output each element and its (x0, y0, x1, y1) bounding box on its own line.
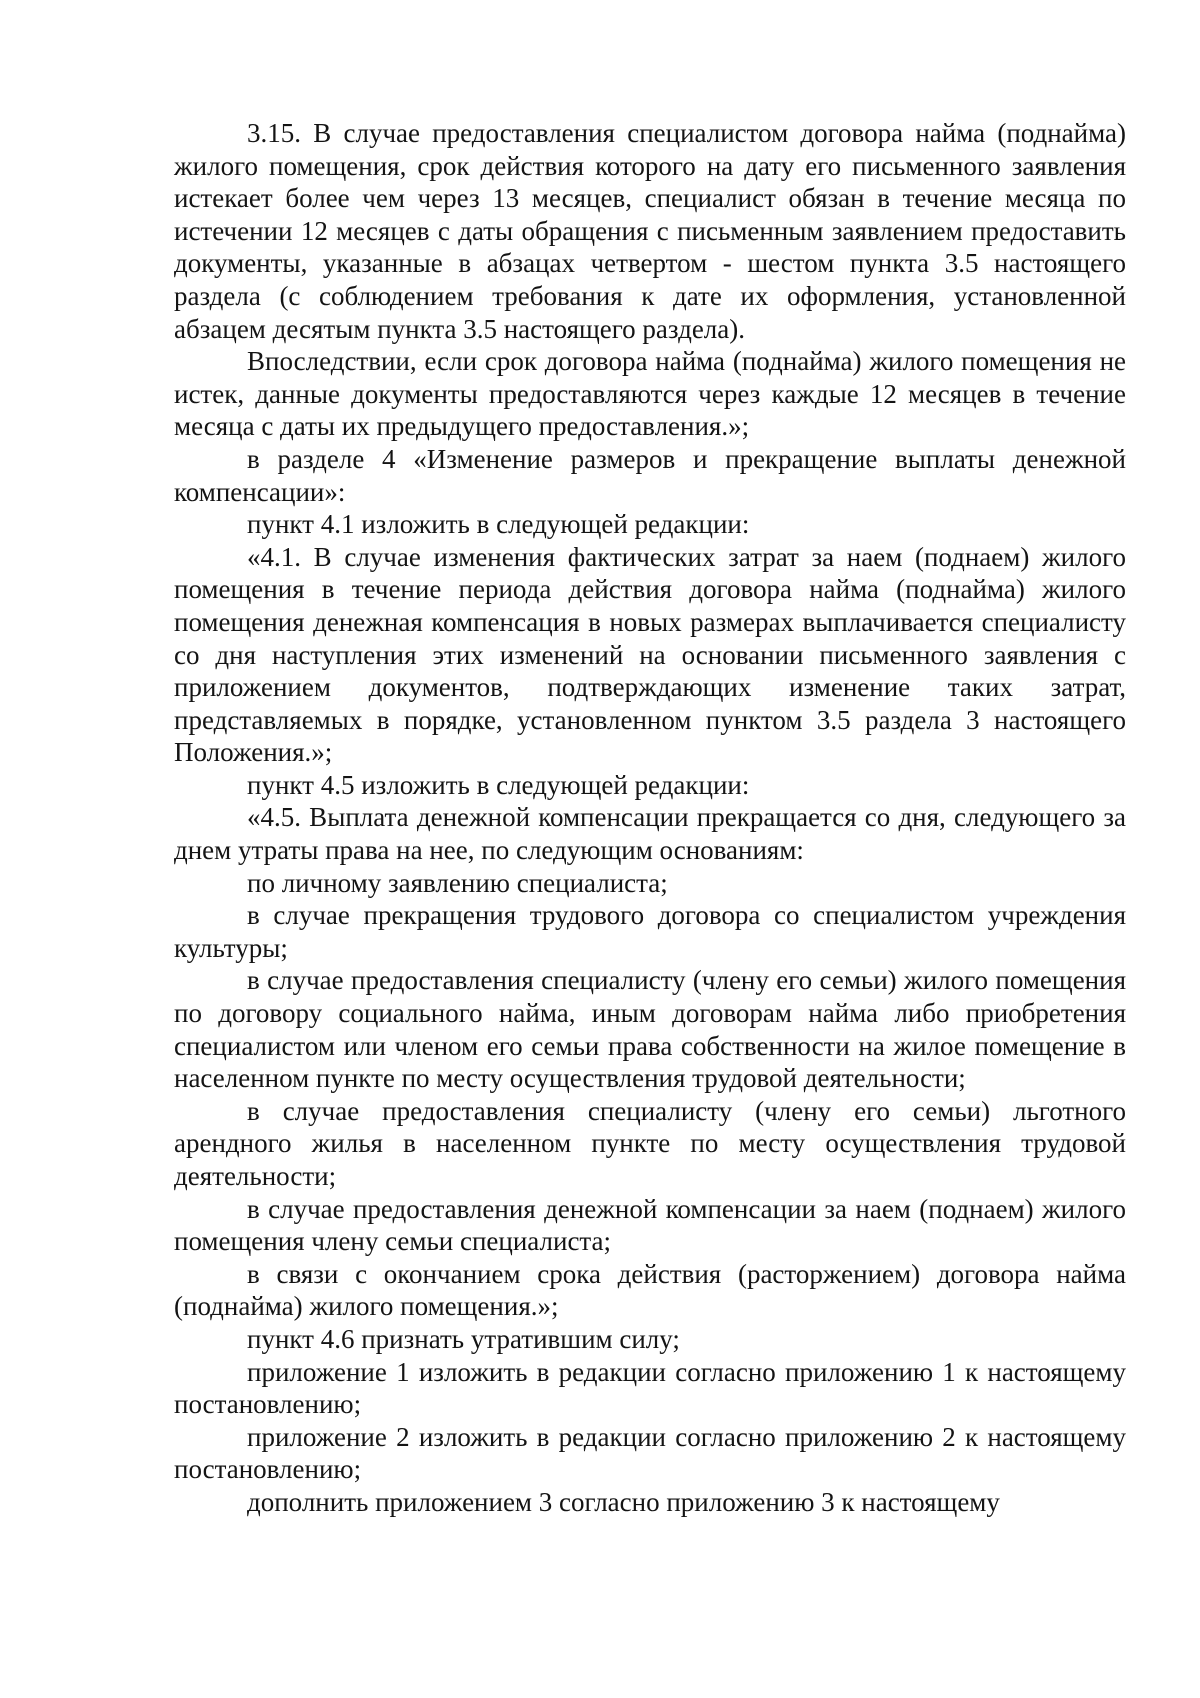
list-item-preferential-rent: в случае предоставления специалисту (члену его семьи) льготного арендного жилья в населенном пункте по месту осуществления трудовой деятельности; (174, 1095, 1126, 1191)
paragraph-item-4-5-heading: пункт 4.5 изложить в следующей редакции: (247, 769, 750, 800)
paragraph-item-4-1-heading: пункт 4.1 изложить в следующей редакции: (247, 509, 750, 540)
paragraph-appendix-3: дополнить приложением 3 согласно приложению 3 к настоящему (247, 1486, 1000, 1517)
list-item-contract-expiry: в связи с окончанием срока действия (расторжением) договора найма (поднайма) жилого помещения.»; (174, 1258, 1126, 1322)
paragraph-appendix-1: приложение 1 изложить в редакции согласно приложению 1 к настоящему постановлению; (174, 1356, 1126, 1420)
paragraph-item-4-6: пункт 4.6 признать утратившим силу; (247, 1323, 680, 1354)
list-item-contract-termination: в случае прекращения трудового договора со специалистом учреждения культуры; (174, 900, 1126, 963)
paragraph-appendix-2: приложение 2 изложить в редакции согласно приложению 2 к настоящему постановлению; (174, 1421, 1126, 1485)
list-item-personal-request: по личному заявлению специалиста; (247, 867, 668, 898)
document-body (174, 117, 1126, 1519)
paragraph-item-4-5-text: «4.5. Выплата денежной компенсации прекращается со дня, следующего за днем утраты права на нее, по следующим основаниям: (174, 802, 1126, 866)
paragraph-item-4-1-text: «4.1. В случае изменения фактических затрат за наем (поднаем) жилого помещения в течение периода действия договора найма (поднайма) жилого помещения денежная компенсация в новых размерах выплачивается специалисту со дня наступления этих изменений на основании письменного заявления с приложением документов, подтверждающих изменение таких затрат, представляемых в порядке, установленном пунктом 3.5 раздела 3 настоящего Положения.»; (174, 541, 1126, 768)
paragraph-section-4-intro: в разделе 4 «Изменение размеров и прекращение выплаты денежной компенсации»: (174, 443, 1126, 507)
paragraph-subsequently: Впоследствии, если срок договора найма (поднайма) жилого помещения не истек, данные документы предоставляются через каждые 12 месяцев в течение месяца с даты их предыдущего предоставления.»; (174, 346, 1126, 442)
list-item-social-housing: в случае предоставления специалисту (члену его семьи) жилого помещения по договору социального найма, иным договорам найма либо приобретения специалистом или членом его семьи права собственности на жилое помещение в населенном пункте по месту осуществления трудовой деятельности; (174, 965, 1126, 1094)
paragraph-3-15: 3.15. В случае предоставления специалистом договора найма (поднайма) жилого помещения, срок действия которого на дату его письменного заявления истекает более чем через 13 месяцев, специалист обязан в течение месяца по истечении 12 месяцев с даты обращения с письменным заявлением предоставить документы, указанные в абзацах четвертом - шестом пункта 3.5 настоящего раздела (с соблюдением требования к дате их оформления, установленной абзацем десятым пункта 3.5 настоящего раздела). (174, 118, 1126, 344)
list-item-family-member-compensation: в случае предоставления денежной компенсации за наем (поднаем) жилого помещения члену семьи специалиста; (174, 1193, 1126, 1257)
